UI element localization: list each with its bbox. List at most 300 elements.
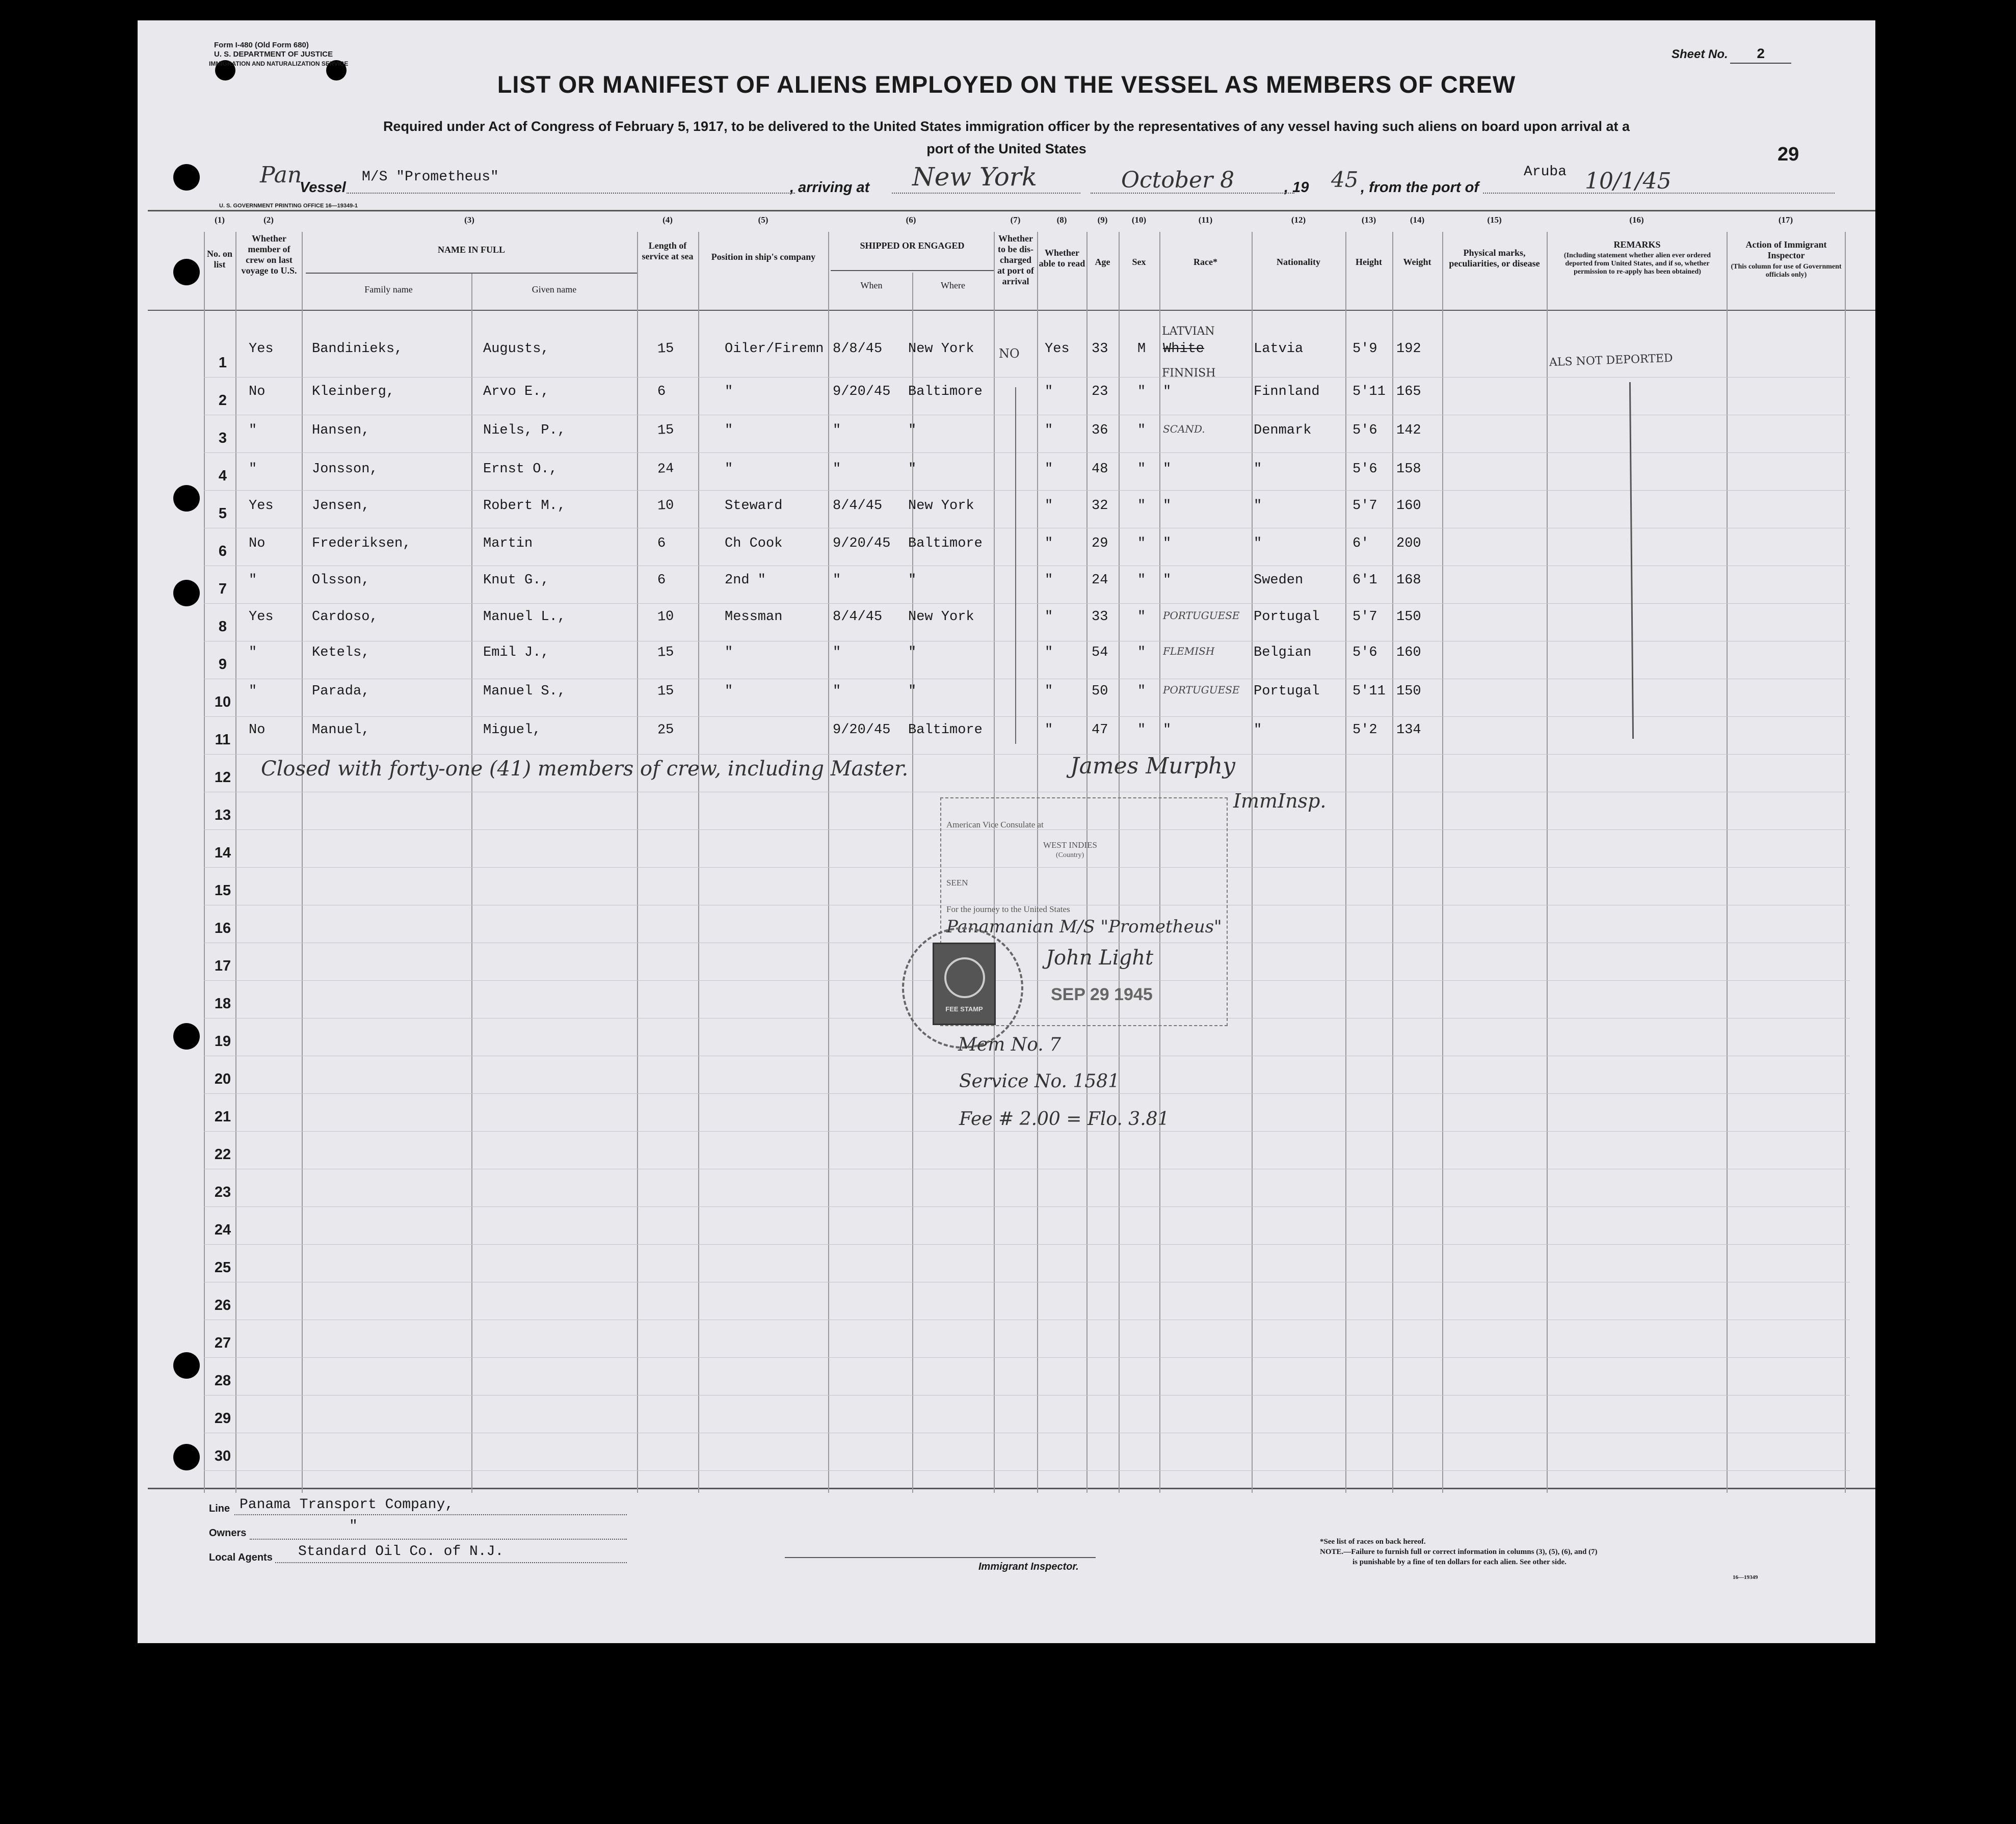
race-cell: " — [1163, 462, 1172, 477]
shipped-when-cell: 9/20/45 — [833, 384, 891, 399]
given-name-cell: Miguel, — [483, 722, 541, 738]
row-rule — [204, 754, 1850, 755]
column-number: (12) — [1291, 215, 1306, 225]
age-cell: 29 — [1092, 536, 1108, 551]
fee-stamp — [933, 943, 996, 1025]
family-name-cell: Jensen, — [312, 498, 370, 514]
owners-underline — [250, 1539, 627, 1540]
able-to-read-cell: Yes — [1045, 341, 1070, 357]
shipped-where-cell: New York — [908, 498, 974, 514]
position-cell: 2nd " — [725, 573, 766, 588]
col-header-height: Height — [1356, 257, 1382, 267]
row-number: 10 — [214, 694, 231, 710]
col-header-family-name: Family name — [364, 284, 413, 294]
nationality-cell: Finnland — [1254, 384, 1320, 399]
arrival-date: October 8 — [1121, 167, 1235, 193]
weight-cell: 200 — [1396, 536, 1421, 551]
column-number: (8) — [1056, 215, 1067, 225]
family-name-cell: Bandinieks, — [312, 341, 403, 357]
vessel-label: Vessel — [300, 179, 346, 196]
shipped-when-cell: 8/4/45 — [833, 609, 883, 625]
punch-hole — [173, 1023, 200, 1050]
nationality-cell: Portugal — [1254, 684, 1320, 699]
row-rule — [204, 1206, 1850, 1207]
printing-office: U. S. GOVERNMENT PRINTING OFFICE 16—19349-1 — [219, 203, 358, 209]
race-hand-finnish: FINNISH — [1162, 367, 1216, 380]
nationality-cell: " — [1254, 498, 1262, 514]
fee-note: Fee # 2.00 = Flo. 3.81 — [959, 1109, 1170, 1130]
height-cell: 5'6 — [1352, 423, 1377, 438]
discharged-hand-no: NO — [999, 346, 1020, 361]
able-to-read-cell: " — [1045, 384, 1053, 399]
row-number: 15 — [214, 882, 231, 899]
year-prefix: , 19 — [1284, 179, 1309, 196]
row-rule — [204, 1395, 1850, 1396]
nationality-cell: " — [1254, 462, 1262, 477]
col-header-name: NAME IN FULL — [437, 245, 505, 255]
row-number: 5 — [218, 505, 227, 522]
seen-label: SEEN — [946, 878, 968, 888]
row-number: 1 — [218, 355, 227, 371]
given-name-cell: Niels, P., — [483, 423, 566, 438]
able-to-read-cell: " — [1045, 609, 1053, 625]
row-number: 12 — [214, 769, 231, 786]
table-top-rule — [148, 210, 1875, 211]
shipped-where-cell: Baltimore — [908, 722, 983, 738]
row-rule — [204, 1470, 1850, 1471]
position-cell: Messman — [725, 609, 783, 625]
row-number: 26 — [214, 1297, 231, 1313]
nationality-cell: Portugal — [1254, 609, 1320, 625]
shipped-where-cell: " — [908, 423, 917, 438]
column-number: (4) — [662, 215, 673, 225]
row-rule — [204, 452, 1850, 453]
family-name-cell: Ketels, — [312, 645, 370, 660]
row-number: 2 — [218, 392, 227, 409]
race-cell: " — [1163, 573, 1172, 588]
row-number: 19 — [214, 1033, 231, 1050]
punch-hole — [173, 580, 200, 606]
sex-cell: " — [1137, 573, 1146, 588]
column-number: (2) — [263, 215, 274, 225]
height-cell: 5'6 — [1352, 462, 1377, 477]
nationality-cell: " — [1254, 722, 1262, 738]
family-name-cell: Manuel, — [312, 722, 370, 738]
last-voyage-cell: " — [249, 573, 257, 588]
height-cell: 5'9 — [1352, 341, 1377, 357]
column-number: (3) — [464, 215, 474, 225]
from-port-underline — [1483, 193, 1835, 194]
from-port-label: , from the port of — [1361, 179, 1479, 196]
line-label: Line — [209, 1503, 230, 1514]
service-length-cell: 15 — [657, 645, 675, 661]
col-header-nationality: Nationality — [1276, 257, 1320, 267]
inspector-label: Immigrant Inspector. — [978, 1561, 1079, 1572]
shipped-when-cell: " — [833, 684, 841, 699]
col-header-sex: Sex — [1132, 257, 1146, 267]
header-bottom-rule — [148, 310, 1875, 311]
country-caption: (Country) — [1056, 851, 1084, 859]
sheet-label: Sheet No. — [1672, 47, 1728, 61]
column-number: (11) — [1198, 215, 1213, 225]
row-number: 3 — [218, 430, 227, 446]
departure-date: 10/1/45 — [1585, 168, 1672, 194]
family-name-cell: Olsson, — [312, 573, 370, 588]
col-header-weight: Weight — [1403, 257, 1431, 267]
row-rule — [204, 377, 1850, 378]
service-length-cell: 25 — [657, 722, 675, 738]
weight-cell: 168 — [1396, 573, 1421, 588]
col-header-remarks-note: (Including statement whether alien ever ordered deported from United States, and if so, whether permission to re-apply has been obtained) — [1563, 252, 1711, 276]
last-voyage-cell: Yes — [249, 498, 274, 514]
sex-cell: " — [1137, 423, 1146, 438]
arriving-underline — [892, 193, 1080, 194]
column-number: (6) — [906, 215, 916, 225]
column-number: (7) — [1010, 215, 1021, 225]
shipped-where-cell: New York — [908, 609, 974, 625]
given-name-cell: Knut G., — [483, 573, 549, 588]
punch-hole — [173, 1352, 200, 1379]
sex-cell: M — [1137, 341, 1146, 357]
shipped-when-cell: " — [833, 423, 841, 438]
age-cell: 33 — [1092, 341, 1108, 357]
shipped-when-cell: 8/8/45 — [833, 341, 883, 357]
column-number: (17) — [1778, 215, 1793, 225]
punch-hole — [173, 164, 200, 191]
race-cell: PORTUGUESE — [1163, 684, 1240, 696]
arrival-year: 45 — [1331, 167, 1359, 192]
age-cell: 47 — [1092, 722, 1108, 738]
given-name-cell: Augusts, — [483, 341, 549, 357]
given-name-cell: Emil J., — [483, 645, 549, 660]
department: U. S. DEPARTMENT OF JUSTICE — [214, 50, 333, 59]
age-cell: 54 — [1092, 645, 1108, 660]
weight-cell: 150 — [1396, 684, 1421, 699]
column-number: (15) — [1487, 215, 1502, 225]
height-cell: 5'6 — [1352, 645, 1377, 660]
punch-hole — [173, 259, 200, 285]
height-cell: 5'11 — [1352, 684, 1386, 699]
row-rule — [204, 716, 1850, 717]
position-cell: " — [725, 423, 733, 438]
given-name-cell: Manuel L., — [483, 609, 566, 625]
col-header-shipped: SHIPPED OR ENGAGED — [860, 240, 965, 251]
shipped-where-cell: New York — [908, 341, 974, 357]
arriving-port: New York — [912, 162, 1037, 192]
col-header-last-voyage: Whether member of crew on last voyage to U.S. — [241, 233, 297, 276]
arriving-label: , arriving at — [790, 179, 870, 196]
family-name-cell: Hansen, — [312, 423, 370, 438]
last-voyage-cell: Yes — [249, 609, 274, 625]
race-cell: " — [1163, 498, 1172, 514]
fee-stamp-circle — [944, 957, 985, 998]
col-header-physical-marks: Physical marks, peculiarities, or disease — [1449, 248, 1540, 269]
age-cell: 50 — [1092, 684, 1108, 699]
column-number: (1) — [215, 215, 225, 225]
age-cell: 36 — [1092, 423, 1108, 438]
column-number: (10) — [1131, 215, 1147, 225]
service-length-cell: 15 — [657, 422, 675, 439]
weight-cell: 158 — [1396, 462, 1421, 477]
form-code: 16—19349 — [1733, 1574, 1758, 1580]
row-number: 16 — [214, 920, 231, 936]
row-number: 9 — [218, 656, 227, 673]
shipped-where-cell: " — [908, 684, 917, 699]
row-number: 30 — [214, 1448, 231, 1464]
service-length-cell: 10 — [657, 609, 675, 625]
family-name-cell: Parada, — [312, 684, 370, 699]
nationality-cell: Sweden — [1254, 573, 1304, 588]
sex-cell: " — [1137, 536, 1146, 551]
vessel-prefix-handwritten: Pan — [260, 162, 302, 188]
race-cell: SCAND. — [1163, 423, 1205, 435]
weight-cell: 165 — [1396, 384, 1421, 399]
manifest-sheet — [138, 20, 1875, 1643]
last-voyage-cell: No — [249, 384, 266, 399]
shipped-where-cell: " — [908, 462, 917, 477]
height-cell: 5'11 — [1352, 384, 1386, 399]
ship-handwritten: Panamanian M/S "Prometheus" — [946, 917, 1222, 937]
able-to-read-cell: " — [1045, 536, 1053, 551]
shipped-where-cell: " — [908, 645, 917, 660]
service-length-cell: 6 — [657, 384, 666, 400]
row-rule — [204, 1131, 1850, 1132]
last-voyage-cell: No — [249, 536, 266, 551]
age-cell: 48 — [1092, 462, 1108, 477]
column-number: (13) — [1361, 215, 1376, 225]
family-name-cell: Jonsson, — [312, 462, 378, 477]
journey-line: For the journey to the United States — [946, 904, 1070, 914]
given-name-cell: Arvo E., — [483, 384, 549, 399]
col-header-when: When — [860, 280, 883, 290]
service-number: Service No. 1581 — [959, 1071, 1120, 1092]
fee-stamp-label: FEE STAMP — [945, 1005, 983, 1013]
line-underline — [234, 1514, 627, 1515]
form-number: Form I-480 (Old Form 680) — [214, 41, 309, 49]
able-to-read-cell: " — [1045, 423, 1053, 438]
race-cell: " — [1163, 722, 1172, 738]
last-voyage-cell: " — [249, 684, 257, 699]
service-length-cell: 15 — [657, 341, 675, 357]
race-cell: FLEMISH — [1163, 645, 1215, 657]
shipped-when-cell: " — [833, 462, 841, 477]
inspector-signature: James Murphy — [1070, 753, 1235, 779]
age-cell: 23 — [1092, 384, 1108, 399]
service-length-cell: 6 — [657, 572, 666, 588]
col-header-race: Race* — [1193, 257, 1217, 267]
height-cell: 5'7 — [1352, 609, 1377, 625]
row-number: 25 — [214, 1259, 231, 1276]
col-header-no: No. on list — [206, 249, 232, 270]
height-cell: 5'7 — [1352, 498, 1377, 514]
able-to-read-cell: " — [1045, 573, 1053, 588]
row-number: 8 — [218, 619, 227, 635]
row-rule — [204, 490, 1850, 491]
fine-note-2: is punishable by a fine of ten dollars for each alien. See other side. — [1352, 1558, 1567, 1566]
able-to-read-cell: " — [1045, 645, 1053, 660]
row-number: 18 — [214, 996, 231, 1012]
position-cell: " — [725, 462, 733, 477]
vessel-underline — [347, 193, 795, 194]
sex-cell: " — [1137, 722, 1146, 738]
col-header-age: Age — [1095, 257, 1110, 267]
sex-cell: " — [1137, 609, 1146, 625]
column-number: (14) — [1410, 215, 1425, 225]
row-number: 20 — [214, 1071, 231, 1087]
row-number: 7 — [218, 581, 227, 597]
last-voyage-cell: Yes — [249, 341, 274, 357]
remarks-ditto-line — [1629, 382, 1634, 739]
nationality-cell: Denmark — [1254, 423, 1312, 438]
row-number: 29 — [214, 1410, 231, 1427]
race-cell: White — [1163, 341, 1205, 357]
sex-cell: " — [1137, 498, 1146, 514]
requirement-line-1: Required under Act of Congress of February 5, 1917, to be delivered to the United States immigration officer by the representatives of any vessel having such aliens on board upon arrival at a — [383, 119, 1630, 134]
vessel-name: M/S "Prometheus" — [362, 169, 499, 185]
name-subrule — [306, 273, 637, 274]
punch-hole — [173, 1444, 200, 1470]
table-bottom-rule — [148, 1488, 1875, 1489]
able-to-read-cell: " — [1045, 498, 1053, 514]
height-cell: 5'2 — [1352, 722, 1377, 738]
service-length-cell: 6 — [657, 535, 666, 552]
age-cell: 32 — [1092, 498, 1108, 514]
row-number: 24 — [214, 1222, 231, 1238]
weight-cell: 142 — [1396, 423, 1421, 438]
page-title: LIST OR MANIFEST OF ALIENS EMPLOYED ON THE VESSEL AS MEMBERS OF CREW — [497, 71, 1516, 98]
row-number: 27 — [214, 1335, 231, 1351]
shipped-when-cell: " — [833, 573, 841, 588]
position-cell: Steward — [725, 498, 783, 514]
row-number: 22 — [214, 1146, 231, 1163]
age-cell: 24 — [1092, 573, 1108, 588]
col-header-where: Where — [941, 280, 965, 290]
column-number: (9) — [1097, 215, 1108, 225]
row-number: 11 — [215, 732, 231, 748]
weight-cell: 192 — [1396, 341, 1421, 357]
column-number: (16) — [1629, 215, 1644, 225]
race-cell: " — [1163, 536, 1172, 551]
given-name-cell: Manuel S., — [483, 684, 566, 699]
able-to-read-cell: " — [1045, 722, 1053, 738]
nationality-cell: " — [1254, 536, 1262, 551]
position-cell: Oiler/Firemn — [725, 341, 824, 357]
position-cell: " — [725, 645, 733, 660]
race-cell: " — [1163, 384, 1172, 399]
position-cell: Ch Cook — [725, 536, 783, 551]
weight-cell: 134 — [1396, 722, 1421, 738]
given-name-cell: Robert M., — [483, 498, 566, 514]
row-number: 21 — [214, 1109, 231, 1125]
service-length-cell: 24 — [657, 461, 675, 477]
age-cell: 33 — [1092, 609, 1108, 625]
requirement-text — [178, 115, 1835, 160]
race-cell: PORTUGUESE — [1163, 609, 1240, 622]
requirement-line-2: port of the United States — [926, 141, 1086, 156]
height-cell: 6' — [1352, 536, 1369, 551]
col-header-read: Whether able to read — [1039, 248, 1085, 269]
sheet-number: 2 — [1730, 47, 1791, 64]
nationality-cell: Belgian — [1254, 645, 1312, 660]
page-number: 29 — [1778, 144, 1799, 165]
punch-hole — [173, 485, 200, 512]
agents-label: Local Agents — [209, 1552, 273, 1563]
row-rule — [204, 1357, 1850, 1358]
last-voyage-cell: No — [249, 722, 266, 738]
fine-note-1: NOTE.—Failure to furnish full or correct information in columns (3), (5), (6), and (7) — [1320, 1548, 1598, 1556]
races-note: *See list of races on back hereof. — [1320, 1538, 1426, 1546]
row-number: 13 — [214, 807, 231, 823]
able-to-read-cell: " — [1045, 462, 1053, 477]
discharged-ditto-line — [1015, 387, 1016, 744]
column-number: (5) — [758, 215, 768, 225]
shipped-when-cell: 9/20/45 — [833, 536, 891, 551]
given-name-cell: Martin — [483, 536, 533, 551]
remarks-hand: ALS NOT DEPORTED — [1549, 352, 1673, 369]
col-header-remarks: REMARKS — [1613, 239, 1661, 250]
height-cell: 6'1 — [1352, 573, 1377, 588]
sex-cell: " — [1137, 462, 1146, 477]
shipped-where-cell: Baltimore — [908, 536, 983, 551]
family-name-cell: Cardoso, — [312, 609, 378, 625]
owners-label: Owners — [209, 1527, 247, 1539]
last-voyage-cell: " — [249, 645, 257, 660]
row-rule — [204, 1093, 1850, 1094]
mem-number: Mem No. 7 — [958, 1034, 1062, 1055]
col-header-given-name: Given name — [532, 284, 577, 294]
col-header-action-note: (This column for use of Government officials only) — [1731, 263, 1842, 279]
row-number: 4 — [218, 468, 227, 484]
sheet-number-field — [1672, 47, 1791, 64]
service: IMMIGRATION AND NATURALIZATION SERVICE — [209, 60, 349, 67]
nationality-cell: Latvia — [1254, 341, 1304, 357]
col-header-position: Position in ship's company — [711, 252, 816, 262]
position-cell: " — [725, 684, 733, 699]
consul-signature: John Light — [1046, 946, 1154, 970]
last-voyage-cell: " — [249, 462, 257, 477]
weight-cell: 160 — [1396, 498, 1421, 514]
stamp-date: SEP 29 1945 — [1051, 985, 1153, 1004]
consulate-line: American Vice Consulate at — [946, 820, 1044, 829]
row-rule — [204, 1244, 1850, 1245]
position-cell: " — [725, 384, 733, 399]
race-hand-latvian: LATVIAN — [1162, 325, 1215, 338]
sex-cell: " — [1137, 645, 1146, 660]
row-number: 14 — [214, 845, 231, 861]
sex-cell: " — [1137, 684, 1146, 699]
shipped-where-cell: Baltimore — [908, 384, 983, 399]
inspector-signature-line — [785, 1557, 1096, 1558]
shipped-when-cell: 8/4/45 — [833, 498, 883, 514]
given-name-cell: Ernst O., — [483, 462, 558, 477]
agents-value: Standard Oil Co. of N.J. — [298, 1544, 504, 1560]
col-header-service: Length of service at sea — [642, 240, 694, 261]
service-length-cell: 10 — [657, 498, 675, 514]
col-header-action: Action of Immigrant Inspector — [1745, 239, 1827, 260]
family-name-cell: Kleinberg, — [312, 384, 395, 399]
able-to-read-cell: " — [1045, 684, 1053, 699]
date-underline — [1091, 193, 1294, 194]
owners-value: " — [349, 1518, 358, 1534]
shipped-when-cell: 9/20/45 — [833, 722, 891, 738]
from-port: Aruba — [1524, 164, 1567, 180]
shipped-when-cell: " — [833, 645, 841, 660]
row-number: 23 — [214, 1184, 231, 1200]
shipped-subrule — [831, 270, 994, 271]
closing-note: Closed with forty-one (41) members of crew, including Master. — [261, 757, 909, 781]
service-length-cell: 15 — [657, 683, 675, 700]
row-number: 6 — [218, 543, 227, 559]
